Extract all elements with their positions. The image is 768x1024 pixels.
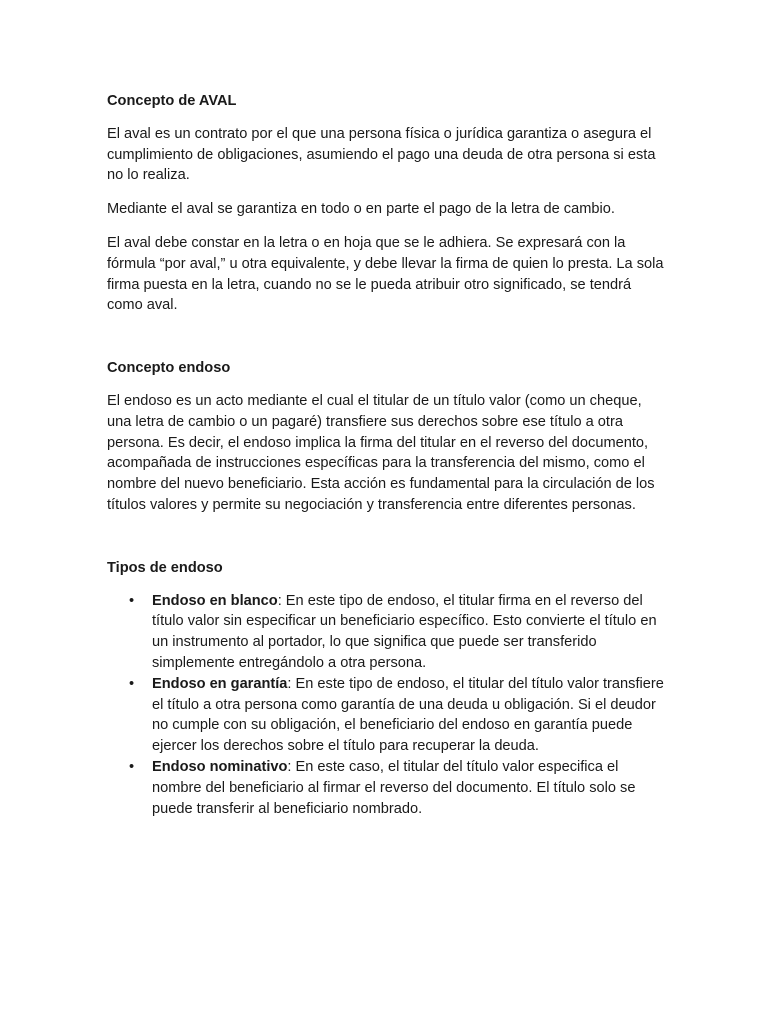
aval-paragraph-1: El aval es un contrato por el que una persona física o jurídica garantiza o asegura el cumplimiento de obligaciones, asumiendo el pago una deuda de otra persona si esta no lo realiza. xyxy=(107,125,656,184)
list-item-text: : En este caso, el titular del título valor especifica el nombre del beneficiario al firmar el reverso del documento. El título solo se puede transferir al beneficiario nombrado. xyxy=(152,758,636,817)
list-item xyxy=(107,674,667,757)
list-item xyxy=(107,757,667,819)
bullet-icon: • xyxy=(129,675,135,692)
document-body xyxy=(107,91,667,819)
bullet-icon: • xyxy=(129,758,135,775)
heading-endoso: Concepto endoso xyxy=(107,360,231,377)
endoso-paragraph-1: El endoso es un acto mediante el cual el titular de un título valor (como un cheque, una letra de cambio o un pagaré) transfiere sus derechos sobre ese título a otra persona. Es decir, el endoso implica la firma del titular en el reverso del documento, acompañada de instrucciones específicas para la transferencia del mismo, como el nombre del nuevo beneficiario. Esta acción es fundamental para la circulación de los títulos valores y permite su negociación y transferencia entre diferentes personas. xyxy=(107,392,655,513)
list-item-term: Endoso en blanco xyxy=(152,592,278,609)
endoso-types-list xyxy=(107,591,667,820)
heading-tipos: Tipos de endoso xyxy=(107,559,223,576)
list-item xyxy=(107,591,667,674)
aval-paragraph-3: El aval debe constar en la letra o en hoja que se le adhiera. Se expresará con la fórmula “por aval,” u otra equivalente, y debe llevar la firma de quien lo presta. La sola firma puesta en la letra, cuando no se le pueda atribuir otro significado, se tendrá como aval. xyxy=(107,234,664,314)
heading-aval: Concepto de AVAL xyxy=(107,93,237,109)
list-item-term: Endoso en garantía xyxy=(152,675,288,692)
list-item-text: : En este tipo de endoso, el titular firma en el reverso del título valor sin especificar un beneficiario específico. Esto convierte el título en un instrumento al portador, lo que significa que puede ser transferido simplemente entregándolo a otra persona. xyxy=(152,592,657,671)
list-item-term: Endoso nominativo xyxy=(152,758,288,775)
list-item-text: : En este tipo de endoso, el titular del título valor transfiere el título a otra persona como garantía de una deuda u obligación. Si el deudor no cumple con su obligación, el beneficiario del endoso en garantía puede ejercer los derechos sobre el título para recuperar la deuda. xyxy=(152,675,664,755)
bullet-icon: • xyxy=(129,592,135,609)
aval-paragraph-2: Mediante el aval se garantiza en todo o en parte el pago de la letra de cambio. xyxy=(107,201,615,218)
